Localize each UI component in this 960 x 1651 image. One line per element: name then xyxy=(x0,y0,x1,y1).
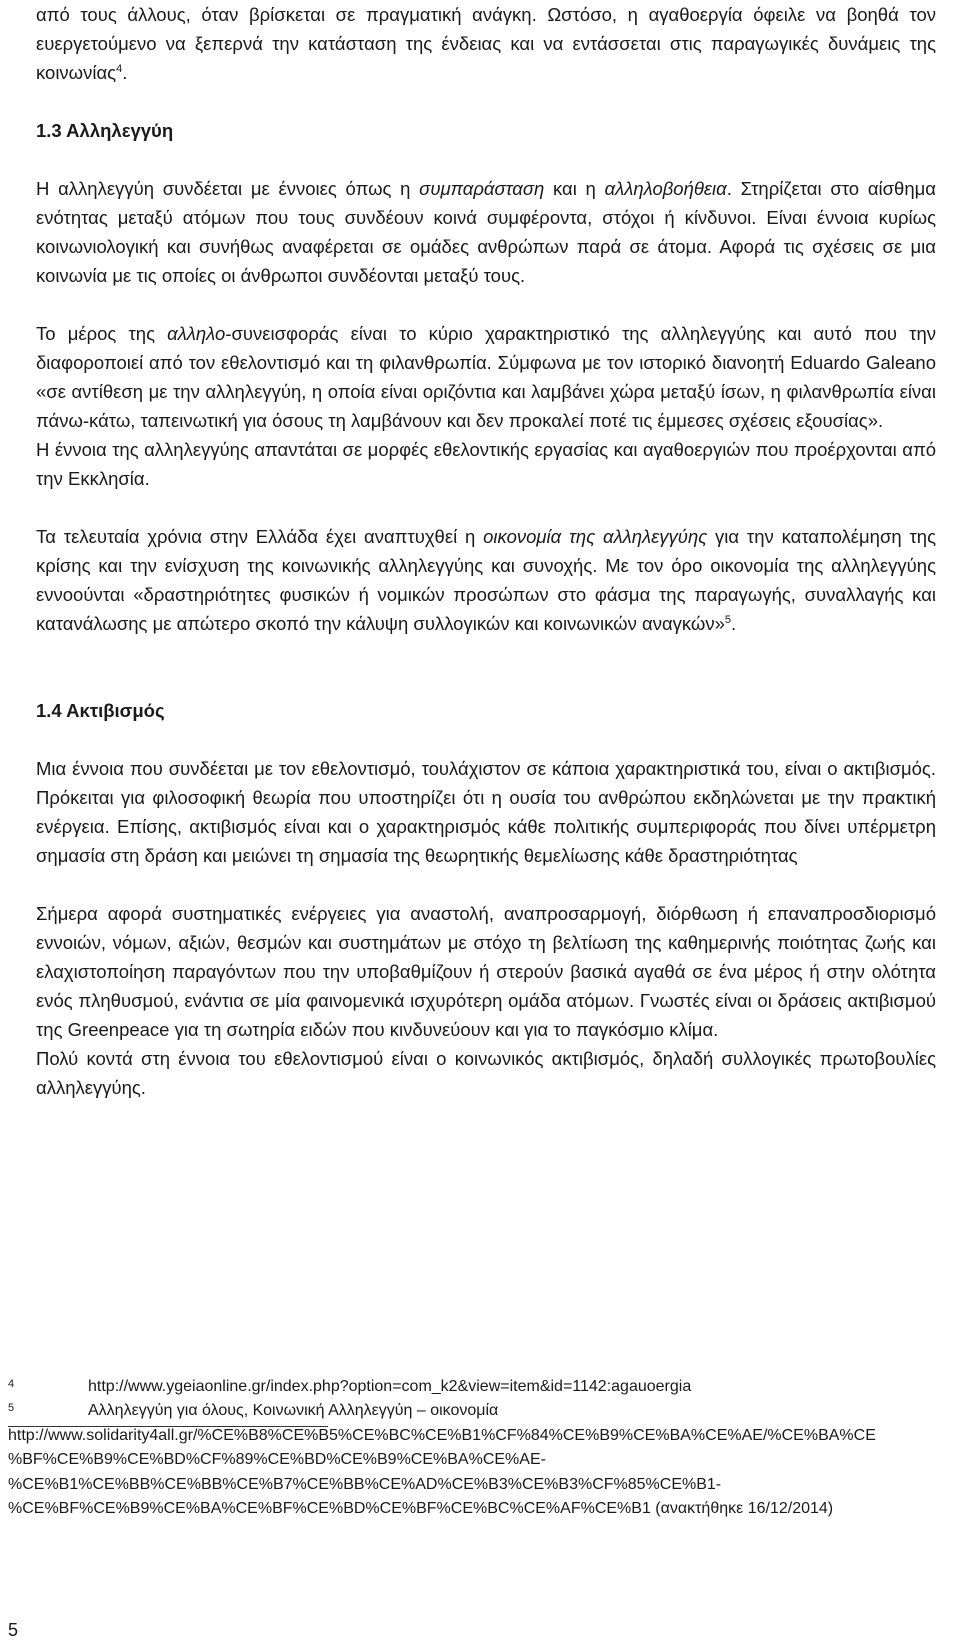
paragraph-mutual-contribution xyxy=(36,319,936,435)
text: Τα τελευταία χρόνια στην Ελλάδα έχει αναπτυχθεί η xyxy=(36,526,484,547)
emphasis: συμπαράσταση xyxy=(419,178,545,199)
text: -συνεισφοράς είναι το κύριο χαρακτηριστικό της αλληλεγγύης και αυτό που την διαφοροποιεί από τον εθελοντισμό και τη φιλανθρωπία. Σύμφωνα με τον ιστορικό διανοητή Eduardo Galeano «σε αντίθεση με την αλληλεγγύη, η οποία είναι οριζόντια και λαμβάνει χώρα μεταξύ ίσων, η φιλανθρωπία είναι πάνω-κάτω, ταπεινωτική για όσους τη λαμβάνουν και δεν προκαλεί ποτέ τις έμμεσες σχέσεις εξουσίας». xyxy=(36,323,936,431)
footnote-number-5: 5 xyxy=(8,1402,15,1414)
paragraph-social-activism: Πολύ κοντά στη έννοια του εθελοντισμού είναι ο κοινωνικός ακτιβισμός, δηλαδή συλλογικές πρωτοβουλίες αλληλεγγύης. xyxy=(36,1048,936,1098)
paragraph-church: Η έννοια της αλληλεγγύης απαντάται σε μορφές εθελοντικής εργασίας και αγαθοεργιών που προέρχονται από την Εκκλησία. xyxy=(36,439,936,489)
footnote-5-url-line-2[interactable]: %BF%CE%B9%CE%BD%CF%89%CE%BD%CE%B9%CE%BA%CE%AE- xyxy=(8,1451,546,1468)
intro-paragraph xyxy=(36,0,936,87)
paragraph-activism-today: Σήμερα αφορά συστηματικές ενέργειες για αναστολή, αναπροσαρμογή, διόρθωση ή επαναπροσδιορισμό εννοιών, νόμων, αξιών, θεσμών και συστημάτων με στόχο τη βελτίωση της καθημερινής ποιότητας ζωής και ελαχιστοποίηση παραγόντων που την υποβαθμίζουν ή στερούν βασικά αγαθά σε ένα μέρος ή στην ολότητα ενός πληθυσμού, ενάντια σε μία φαινομενικά ισχυρότερη ομάδα ατόμων. Γνωστές είναι οι δράσεις ακτιβισμού της Greenpeace για τη σωτηρία ειδών που κινδυνεύουν και για το παγκόσμιο κλίμα. xyxy=(36,903,936,1040)
footnote-number-4: 4 xyxy=(8,1378,15,1390)
paragraph-solidarity-definition xyxy=(36,174,936,290)
intro-text: από τους άλλους, όταν βρίσκεται σε πραγματική ανάγκη. Ωστόσο, η αγαθοεργία όφειλε να βοηθά τον ευεργετούμενο να ξεπερνά την κατάσταση της ένδειας και να εντάσσεται στις παραγωγικές δυνάμεις της κοινωνίας xyxy=(36,4,936,83)
footnote-4-link[interactable]: http://www.ygeiaonline.gr/index.php?option=com_k2&view=item&id=1142:agauoergia xyxy=(88,1378,692,1395)
text: και η xyxy=(544,178,605,199)
section-heading-1-4: 1.4 Ακτιβισμός xyxy=(36,700,165,721)
footnote-5-url-line-4[interactable]: %CE%BF%CE%B9%CE%BA%CE%BF%CE%BD%CE%BF%CE%BC%CE%AF%CE%B1 (ανακτήθηκε 16/12/2014) xyxy=(8,1500,834,1517)
text: Η αλληλεγγύη συνδέεται με έννοιες όπως η xyxy=(36,178,420,199)
footnote-ref-4[interactable]: 4 xyxy=(116,62,123,75)
emphasis: οικονομία της αλληλεγγύης xyxy=(483,526,708,547)
footnote-5-url-line-3[interactable]: %CE%B1%CE%BB%CE%BB%CE%B7%CE%BB%CE%AD%CE%B3%CE%B3%CF%85%CE%B1- xyxy=(8,1476,722,1493)
document-page xyxy=(36,0,936,1102)
paragraph-solidarity-economy xyxy=(36,522,936,638)
text: . Στηρίζεται στο αίσθημα ενότητας μεταξύ ατόμων που τους συνδέουν κοινά συμφέροντα, στόχοι ή κίνδυνοι. Είναι έννοια κυρίως κοινωνιολογική και συνήθως αναφέρεται σε ομάδες ανθρώπων παρά σε άτομα. Αφορά τις σχέσεις σε μια κοινωνία με τις οποίες οι άνθρωποι συνδέονται μεταξύ τους. xyxy=(36,178,936,286)
text: Το μέρος της xyxy=(36,323,168,344)
section-heading-1-3: 1.3 Αλληλεγγύη xyxy=(36,120,174,141)
footnote-5-url-line-1[interactable]: http://www.solidarity4all.gr/%CE%B8%CE%B5%CE%BC%CE%B1%CF%84%CE%B9%CE%BA%CE%AE/%CE%BA%CE xyxy=(8,1427,876,1444)
intro-end: . xyxy=(122,62,128,83)
emphasis: αλληλοβοήθεια xyxy=(604,178,727,199)
emphasis: αλληλο xyxy=(167,323,226,344)
paragraph-activism-definition: Μια έννοια που συνδέεται με τον εθελοντισμό, τουλάχιστον σε κάποια χαρακτηριστικά του, είναι ο ακτιβισμός. Πρόκειται για φιλοσοφική θεωρία που υποστηρίζει ότι η ουσία του ανθρώπου εκδηλώνεται με την πρακτική ενέργεια. Επίσης, ακτιβισμός είναι και ο χαρακτηρισμός κάθε πολιτικής συμπεριφοράς που δίνει υπέρμετρη σημασία στη δράση και μειώνει τη σημασία της θεωρητικής θεμελίωσης κάθε δραστηριότητας xyxy=(36,758,936,866)
page-number: 5 xyxy=(8,1620,19,1640)
footnote-5-text: Αλληλεγγύη για όλους, Κοινωνική Αλληλεγγύη – οικονομία xyxy=(88,1402,499,1419)
text: . xyxy=(731,613,737,634)
text: για την καταπολέμηση της κρίσης και την ενίσχυση της κοινωνικής αλληλεγγύης και συνοχής. Με τον όρο οικονομία της αλληλεγγύης εννοούνται «δραστηριότητες φυσικών ή νομικών προσώπων στο φάσμα της παραγωγής, συναλλαγής και κατανάλωσης με απώτερο σκοπό την κάλυψη συλλογικών και κοινωνικών αναγκών» xyxy=(36,526,936,634)
footnote-ref-5[interactable]: 5 xyxy=(724,613,732,626)
